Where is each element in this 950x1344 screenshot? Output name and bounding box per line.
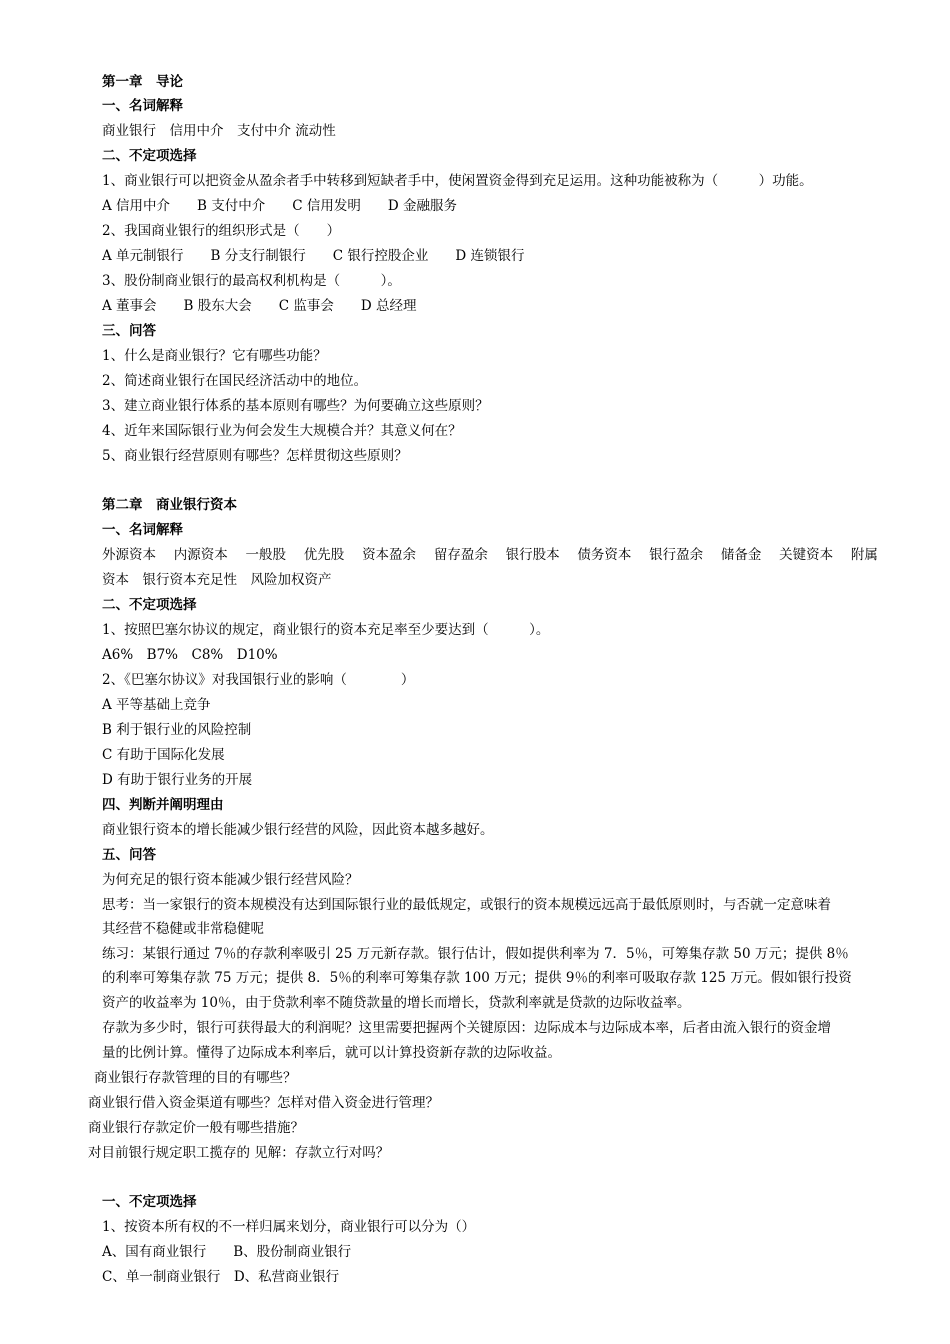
chapter1-title: 第一章 导论 [102,74,183,90]
ch2-think-line1: 思考：当一家银行的资本规模没有达到国际银行业的最低规定，或银行的资本规模远远高于最低原则时，与否就一定意味着 [102,897,831,913]
ch1-qa2: 2、简述商业银行在国民经济活动中的地位。 [102,373,368,389]
deposit-question-2: 商业银行借入资金渠道有哪些？怎样对借入资金进行管理？ [88,1095,439,1111]
ch2-exercise-line2: 的利率可筹集存款 75 万元；提供 8．5％的利率可筹集存款 100 万元；提供 9％的利率可吸取存款 125 万元。假如银行投资 [102,970,852,986]
ch2-section-choice: 二、不定项选择 [102,597,197,613]
deposit-question-4: 对目前银行规定职工揽存的 见解：存款立行对吗？ [88,1145,390,1161]
ch2-section-judge: 四、判断并阐明理由 [102,797,224,813]
ch2-q2-option-b: B 利于银行业的风险控制 [102,722,252,738]
ch1-section-terms: 一、名词解释 [102,98,183,114]
choice3-q1: 1、按资本所有权的不一样归属来划分，商业银行可以分为（） [102,1219,476,1235]
deposit-question-3: 商业银行存款定价一般有哪些措施？ [88,1120,304,1136]
ch1-section-choice: 二、不定项选择 [102,148,197,164]
ch2-exercise-line4: 存款为多少时，银行可获得最大的利润呢？这里需要把握两个关键原因：边际成本与边际成本率，后者由流入银行的资金增 [102,1020,831,1036]
ch2-q2-option-d: D 有助于银行业务的开展 [102,772,253,788]
ch2-section-qa: 五、问答 [102,847,156,863]
ch2-judge-statement: 商业银行资本的增长能减少银行经营的风险，因此资本越多越好。 [102,822,494,838]
ch1-qa3: 3、建立商业银行体系的基本原则有哪些？为何要确立这些原则？ [102,398,489,414]
ch2-section-terms: 一、名词解释 [102,522,183,538]
term: 留存盈余 [433,547,488,563]
term: 优先股 [303,547,345,563]
term: 银行盈余 [649,547,704,563]
term: 储备金 [720,547,762,563]
ch2-q2-option-c: C 有助于国际化发展 [102,747,225,763]
term: 一般股 [245,547,287,563]
ch1-q1-options: A 信用中介 B 支付中介 C 信用发明 D 金融服务 [102,198,457,214]
deposit-question-1: 商业银行存款管理的目的有哪些？ [94,1070,297,1086]
section-choice-3: 一、不定项选择 [102,1194,197,1210]
ch2-think-line2: 其经营不稳健或非常稳健呢 [102,921,264,937]
ch2-q1-options: A6% B7% C8% D10% [102,647,278,663]
ch1-qa1: 1、什么是商业银行？它有哪些功能？ [102,348,327,364]
ch1-qa4: 4、近年来国际银行业为何会发生大规模合并？其意义何在？ [102,423,462,439]
ch1-q3-options: A 董事会 B 股东大会 C 监事会 D 总经理 [102,298,417,314]
ch2-exercise-line1: 练习：某银行通过 7％的存款利率吸引 25 万元新存款。银行估计，假如提供利率为 7．5％，可筹集存款 50 万元；提供 8％ [102,946,849,962]
ch1-q1: 1、商业银行可以把资金从盈余者手中转移到短缺者手中，使闲置资金得到充足运用。这种功能被称为（ ）功能。 [102,173,813,189]
ch1-section-qa: 三、问答 [102,323,156,339]
term: 外源资本 [102,547,156,563]
choice3-q1-options-ab: A、国有商业银行 B、股份制商业银行 [102,1244,352,1260]
term: 银行股本 [505,547,560,563]
term: 附属 [850,547,878,563]
chapter2-title: 第二章 商业银行资本 [102,497,237,513]
ch2-exercise-line3: 资产的收益率为 10％，由于贷款利率不随贷款量的增长而增长，贷款利率就是贷款的边际收益率。 [102,995,691,1011]
ch1-qa5: 5、商业银行经营原则有哪些？怎样贯彻这些原则？ [102,448,408,464]
term: 资本盈余 [362,547,417,563]
ch2-exercise-line5: 量的比例计算。懂得了边际成本利率后，就可以计算投资新存款的边际收益。 [102,1045,561,1061]
ch2-terms-line2: 资本 银行资本充足性 风险加权资产 [102,572,332,588]
ch1-q2: 2、我国商业银行的组织形式是（ ） [102,223,341,239]
ch2-q1: 1、按照巴塞尔协议的规定，商业银行的资本充足率至少要达到（ ）。 [102,622,550,638]
term: 债务资本 [577,547,632,563]
ch2-q2: 2、《巴塞尔协议》对我国银行业的影响（ ） [102,672,415,688]
term: 关键资本 [779,547,834,563]
ch1-q3: 3、股份制商业银行的最高权利机构是（ ）。 [102,273,401,289]
ch2-q2-option-a: A 平等基础上竞争 [102,697,211,713]
choice3-q1-options-cd: C、单一制商业银行 D、私营商业银行 [102,1269,340,1285]
ch1-q2-options: A 单元制银行 B 分支行制银行 C 银行控股企业 D 连锁银行 [102,248,525,264]
ch2-qa1: 为何充足的银行资本能减少银行经营风险？ [102,872,359,888]
term: 内源资本 [173,547,228,563]
ch2-terms-line1 [102,545,878,565]
ch1-terms: 商业银行 信用中介 支付中介 流动性 [102,123,336,139]
